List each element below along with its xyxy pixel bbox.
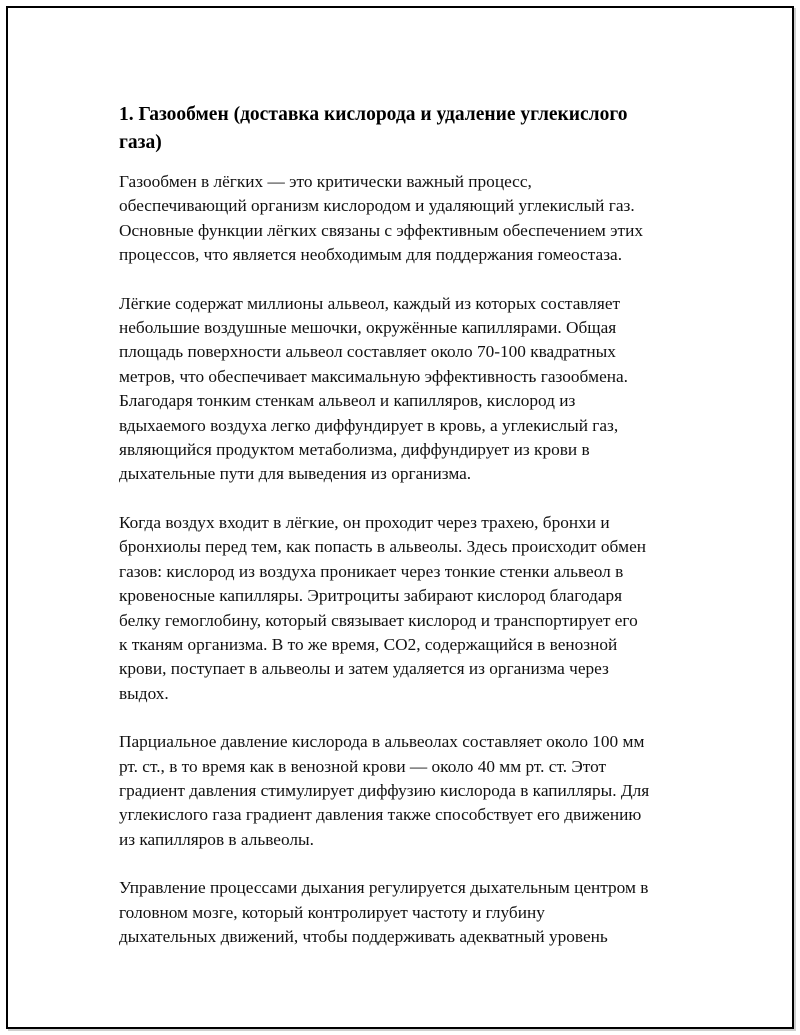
text-line: обеспечивающий организм кислородом и удаляющий углекислый газ. xyxy=(119,196,635,216)
paragraph-airway-path xyxy=(119,511,699,706)
paragraph-partial-pressure xyxy=(119,730,699,852)
paragraph-respiratory-control xyxy=(119,876,699,949)
section-heading-line: 1. Газообмен (доставка кислорода и удаление углекислого xyxy=(119,104,628,125)
text-line: крови, поступает в альвеолы и затем удаляется из организма через xyxy=(119,659,609,679)
text-line: углекислого газа градиент давления также способствует его движению xyxy=(119,805,642,825)
section-heading xyxy=(119,101,699,157)
document-page xyxy=(6,6,794,1029)
text-line: выдох. xyxy=(119,683,169,703)
text-line: небольшие воздушные мешочки, окружённые капиллярами. Общая xyxy=(119,318,617,338)
text-line: из капилляров в альвеолы. xyxy=(119,829,314,849)
text-line: Благодаря тонким стенкам альвеол и капилляров, кислород из xyxy=(119,391,576,411)
text-line: Парциальное давление кислорода в альвеолах составляет около 100 мм xyxy=(119,732,645,752)
text-line: градиент давления стимулирует диффузию кислорода в капилляры. Для xyxy=(119,780,650,800)
paragraph-alveoli xyxy=(119,292,699,487)
text-line: дыхательных движений, чтобы поддерживать адекватный уровень xyxy=(119,926,608,946)
text-line: белку гемоглобину, который связывает кислород и транспортирует его xyxy=(119,610,638,630)
text-line: рт. ст., в то время как в венозной крови — около 40 мм рт. ст. Этот xyxy=(119,756,607,776)
paragraph-gas-exchange-intro xyxy=(119,170,699,268)
text-line: кровеносные капилляры. Эритроциты забирают кислород благодаря xyxy=(119,586,623,606)
text-line: Управление процессами дыхания регулируется дыхательным центром в xyxy=(119,878,649,898)
text-line: площадь поверхности альвеол составляет около 70-100 квадратных xyxy=(119,342,616,362)
text-line: Основные функции лёгких связаны с эффективным обеспечением этих xyxy=(119,220,643,240)
text-line: Лёгкие содержат миллионы альвеол, каждый из которых составляет xyxy=(119,293,621,313)
text-line: Когда воздух входит в лёгкие, он проходит через трахею, бронхи и xyxy=(119,512,610,532)
text-line: вдыхаемого воздуха легко диффундирует в кровь, а углекислый газ, xyxy=(119,415,619,435)
text-line: газов: кислород из воздуха проникает через тонкие стенки альвеол в xyxy=(119,561,624,581)
text-line: Газообмен в лёгких — это критически важный процесс, xyxy=(119,172,532,191)
section-heading-line: газа) xyxy=(119,132,162,153)
text-line: метров, что обеспечивает максимальную эффективность газообмена. xyxy=(119,366,628,386)
text-line: головном мозге, который контролирует частоту и глубину xyxy=(119,902,545,922)
text-line: к тканям организма. В то же время, CO2, содержащийся в венозной xyxy=(119,634,618,654)
text-line: дыхательные пути для выведения из организма. xyxy=(119,464,472,484)
document-body xyxy=(119,101,699,973)
text-line: бронхиолы перед тем, как попасть в альвеолы. Здесь происходит обмен xyxy=(119,537,647,557)
text-line: являющийся продуктом метаболизма, диффундирует из крови в xyxy=(119,440,590,460)
text-line: процессов, что является необходимым для поддержания гомеостаза. xyxy=(119,245,623,265)
